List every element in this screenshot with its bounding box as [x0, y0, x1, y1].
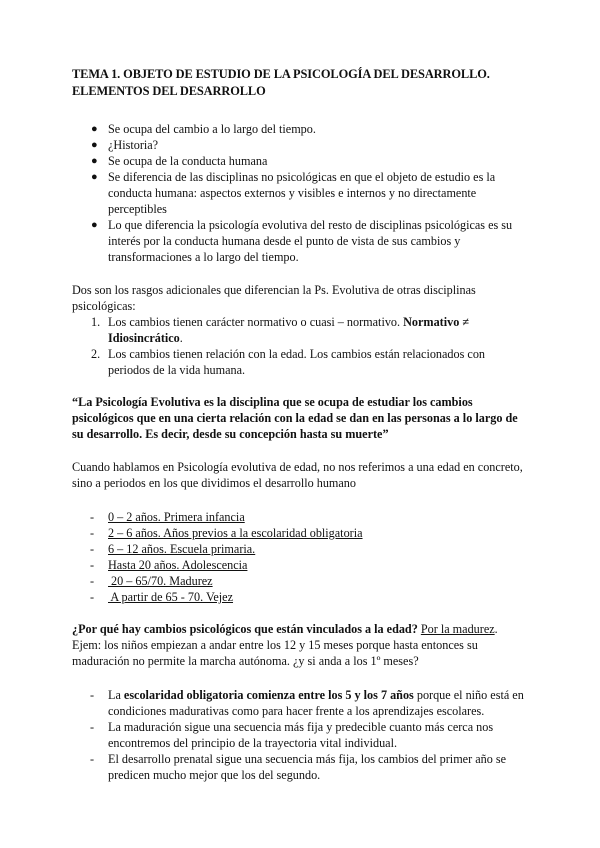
list-item: - 6 – 12 años. Escuela primaria.: [90, 542, 256, 556]
paragraph-madurez: ¿Por qué hay cambios psicológicos que están vinculados a la edad? Por la madurez. Ejem: los niños empiezan a andar entre los 12 y 15 meses porque hasta entonces su maduración no permite la marcha autónoma. ¿y si anda a los 1º meses?: [72, 622, 498, 668]
list-item: - El desarrollo prenatal sigue una secuencia más fija, los cambios del primer año se predicen mucho mejor que los del segundo.: [90, 752, 506, 782]
dash-marker: -: [90, 688, 95, 702]
list-item: ● Se diferencia de las disciplinas no psicológicas en que el objeto de estudio es la conducta humana: aspectos externos y visibles e internos y no directamente perceptibles: [91, 170, 496, 216]
numbered-list: [72, 314, 528, 378]
list-item: - La escolaridad obligatoria comienza entre los 5 y los 7 años porque el niño está en condiciones madurativas como para hacer frente a los aprendizajes escolares.: [90, 688, 524, 718]
bullet-icon: ●: [91, 123, 98, 135]
list-item: ● ¿Historia?: [91, 138, 159, 152]
dash-marker: -: [90, 590, 95, 604]
document-page: [72, 66, 528, 783]
list-item: - Hasta 20 años. Adolescencia: [90, 558, 248, 572]
periods-list: [72, 509, 528, 605]
bullet-icon: ●: [91, 219, 98, 231]
list-item: - 2 – 6 años. Años previos a la escolaridad obligatoria: [90, 526, 363, 540]
dash-marker: -: [90, 542, 95, 556]
dash-marker: -: [90, 574, 95, 588]
dash-marker: -: [90, 510, 95, 524]
list-item: ● Lo que diferencia la psicología evolutiva del resto de disciplinas psicológicas es su interés por la conducta humana desde el punto de vista de sus cambios y transformaciones a lo largo del tiempo.: [91, 218, 513, 264]
list-item: 2. Los cambios tienen relación con la edad. Los cambios están relacionados con periodos de la vida humana.: [91, 347, 486, 377]
dash-marker: -: [90, 526, 95, 540]
list-item: 1. Los cambios tienen carácter normativo o cuasi – normativo. Normativo ≠ Idiosincrático.: [91, 315, 470, 345]
maturation-list: [72, 687, 528, 783]
dash-marker: -: [90, 720, 95, 734]
paragraph-edad: Cuando hablamos en Psicología evolutiva de edad, no nos referimos a una edad en concreto, sino a periodos en los que dividimos el desarrollo humano: [72, 460, 523, 490]
list-item: ● Se ocupa de la conducta humana: [91, 154, 268, 168]
bullet-list: [72, 121, 528, 265]
list-item: - 0 – 2 años. Primera infancia: [90, 510, 245, 524]
list-item: - A partir de 65 - 70. Vejez: [90, 590, 234, 604]
bullet-icon: ●: [91, 139, 98, 151]
list-item: - 20 – 65/70. Madurez: [90, 574, 213, 588]
bullet-icon: ●: [91, 171, 98, 183]
page-title: TEMA 1. OBJETO DE ESTUDIO DE LA PSICOLOGÍA DEL DESARROLLO. ELEMENTOS DEL DESARROLLO: [72, 67, 490, 98]
list-item: - La maduración sigue una secuencia más fija y predecible cuanto más cerca nos encontremos del principio de la trayectoria vital individual.: [90, 720, 494, 750]
bullet-icon: ●: [91, 155, 98, 167]
paragraph-rasgos: Dos son los rasgos adicionales que diferencian la Ps. Evolutiva de otras disciplinas psicológicas:: [72, 283, 476, 313]
definition-quote: “La Psicología Evolutiva es la disciplina que se ocupa de estudiar los cambios psicológicos que en una cierta relación con la edad se dan en las personas a lo largo de su desarrollo. Es decir, desde su concepción hasta su muerte”: [72, 395, 518, 441]
dash-marker: -: [90, 752, 95, 766]
dash-marker: -: [90, 558, 95, 572]
list-item: ● Se ocupa del cambio a lo largo del tiempo.: [91, 122, 316, 136]
